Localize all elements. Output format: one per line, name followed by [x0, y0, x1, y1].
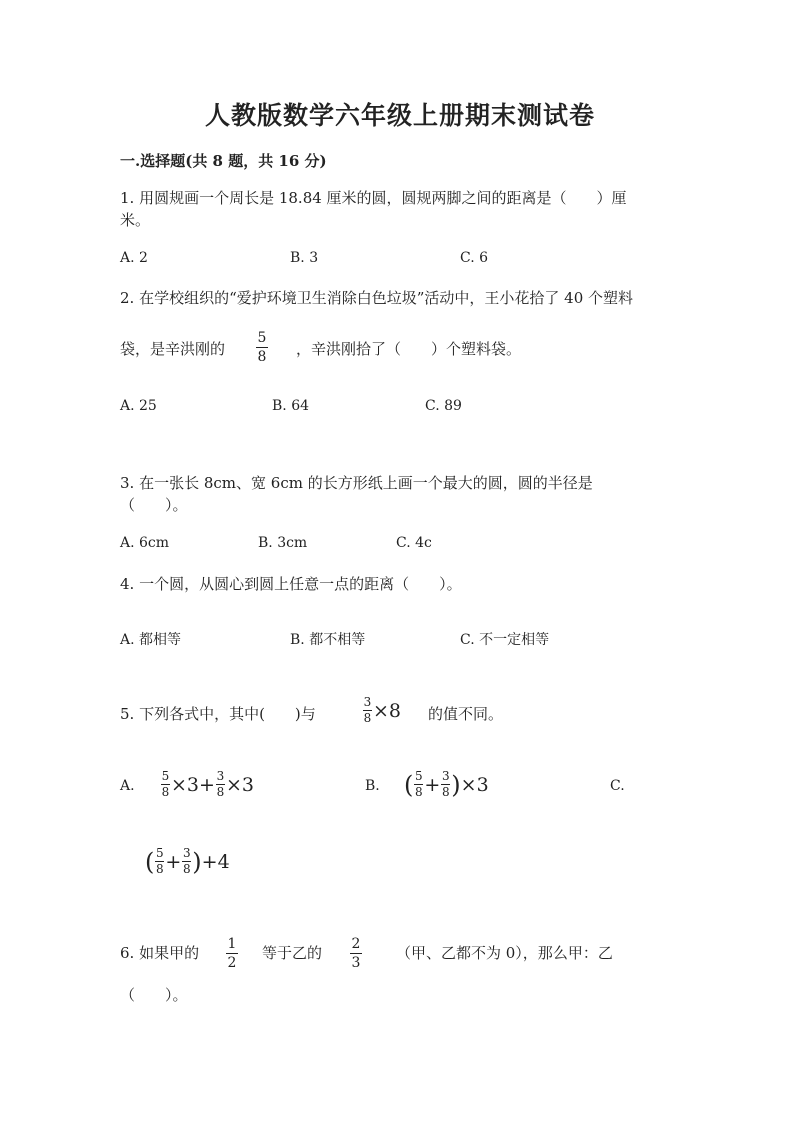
- question-4-text: 4. 一个圆，从圆心到圆上任意一点的距离（ ）。: [120, 575, 462, 593]
- c-open-paren: (: [145, 847, 155, 876]
- fraction-two-thirds: [350, 936, 362, 971]
- c-num1: 5: [156, 846, 164, 860]
- fraction-one-half: [226, 936, 238, 971]
- fraction-numerator: 5: [257, 330, 267, 346]
- q4-option-a: A. 都相等: [120, 632, 182, 648]
- fraction-denominator: 8: [257, 349, 267, 365]
- page-title: 人教版数学六年级上册期末测试卷: [204, 101, 595, 130]
- q5-option-a-expr: [160, 770, 254, 799]
- c-tail: +4: [201, 850, 230, 873]
- c-plus: +: [165, 850, 182, 873]
- b-tail: ×3: [460, 773, 489, 796]
- two-thirds-denominator: 3: [351, 955, 361, 971]
- q3-option-b: B. 3cm: [258, 535, 308, 551]
- b-num2: 3: [441, 769, 450, 783]
- b-den1: 8: [415, 785, 423, 799]
- c-den2: 8: [182, 862, 191, 876]
- q5-option-b-expr: [404, 770, 489, 799]
- b-den2: 8: [441, 785, 450, 799]
- q2-option-c: C. 89: [425, 398, 462, 414]
- q3-option-a: A. 6cm: [120, 535, 170, 551]
- q5-expression: [362, 696, 401, 725]
- question-5-text-pre: 5. 下列各式中，其中( )与: [120, 705, 316, 723]
- q1-option-c: C. 6: [460, 250, 489, 266]
- question-5-text-post: 的值不同。: [428, 705, 504, 723]
- expr-numerator: 3: [363, 695, 372, 709]
- question-3-text: 3. 在一张长 8cm、宽 6cm 的长方形纸上画一个最大的圆，圆的半径是: [120, 474, 593, 492]
- question-3-text-cont: （ ）。: [120, 496, 188, 514]
- q5-option-a-label: A.: [120, 778, 135, 794]
- question-1-text: 1. 用圆规画一个周长是 18.84 厘米的圆，圆规两脚之间的距离是（ ）厘: [120, 189, 627, 207]
- question-2-text: 2. 在学校组织的“爱护环境卫生消除白色垃圾”活动中，王小花拾了 40 个塑料: [120, 289, 634, 307]
- question-6-text-pre: 6. 如果甲的: [120, 944, 200, 962]
- question-6-text-cont: （ ）。: [120, 986, 188, 1004]
- q2-option-a: A. 25: [120, 398, 157, 414]
- q2-option-b: B. 64: [272, 398, 310, 414]
- two-thirds-numerator: 2: [351, 936, 361, 952]
- b-num1: 5: [415, 769, 423, 783]
- a-tail: ×3: [225, 773, 254, 796]
- a-mid: ×3+: [171, 773, 215, 796]
- c-den1: 8: [156, 862, 164, 876]
- q4-option-b: B. 都不相等: [290, 632, 366, 648]
- a-num2: 3: [216, 769, 225, 783]
- b-close-paren: ): [451, 770, 461, 799]
- section-heading: 一.选择题(共 8 题，共 16 分): [120, 152, 327, 170]
- q5-option-b-label: B.: [365, 778, 380, 794]
- a-den1: 8: [161, 785, 170, 799]
- q4-option-c: C. 不一定相等: [460, 632, 550, 648]
- fraction-five-eighths: [256, 330, 268, 365]
- half-numerator: 1: [227, 936, 237, 952]
- q1-option-a: A. 2: [120, 250, 148, 266]
- q1-option-b: B. 3: [290, 250, 319, 266]
- half-denominator: 2: [227, 955, 237, 971]
- b-plus: +: [424, 773, 441, 796]
- a-num1: 5: [161, 769, 170, 783]
- question-2-text-pre: 袋，是辛洪刚的: [120, 340, 226, 358]
- q5-option-c-label: C.: [610, 778, 625, 794]
- c-close-paren: ): [192, 847, 202, 876]
- q5-option-c-expr: [145, 847, 230, 876]
- question-6-text-post: （甲、乙都不为 0），那么甲：乙: [396, 944, 613, 962]
- a-den2: 8: [216, 785, 225, 799]
- question-1-text-cont: 米。: [120, 211, 151, 229]
- question-6-text-mid: 等于乙的: [262, 944, 323, 962]
- question-2-text-post: ，辛洪刚拾了（ ）个塑料袋。: [296, 340, 522, 358]
- c-num2: 3: [182, 846, 191, 860]
- expr-rest: ×8: [373, 699, 402, 722]
- expr-denominator: 8: [363, 711, 372, 725]
- q3-option-c: C. 4c: [396, 535, 432, 551]
- b-open-paren: (: [404, 770, 414, 799]
